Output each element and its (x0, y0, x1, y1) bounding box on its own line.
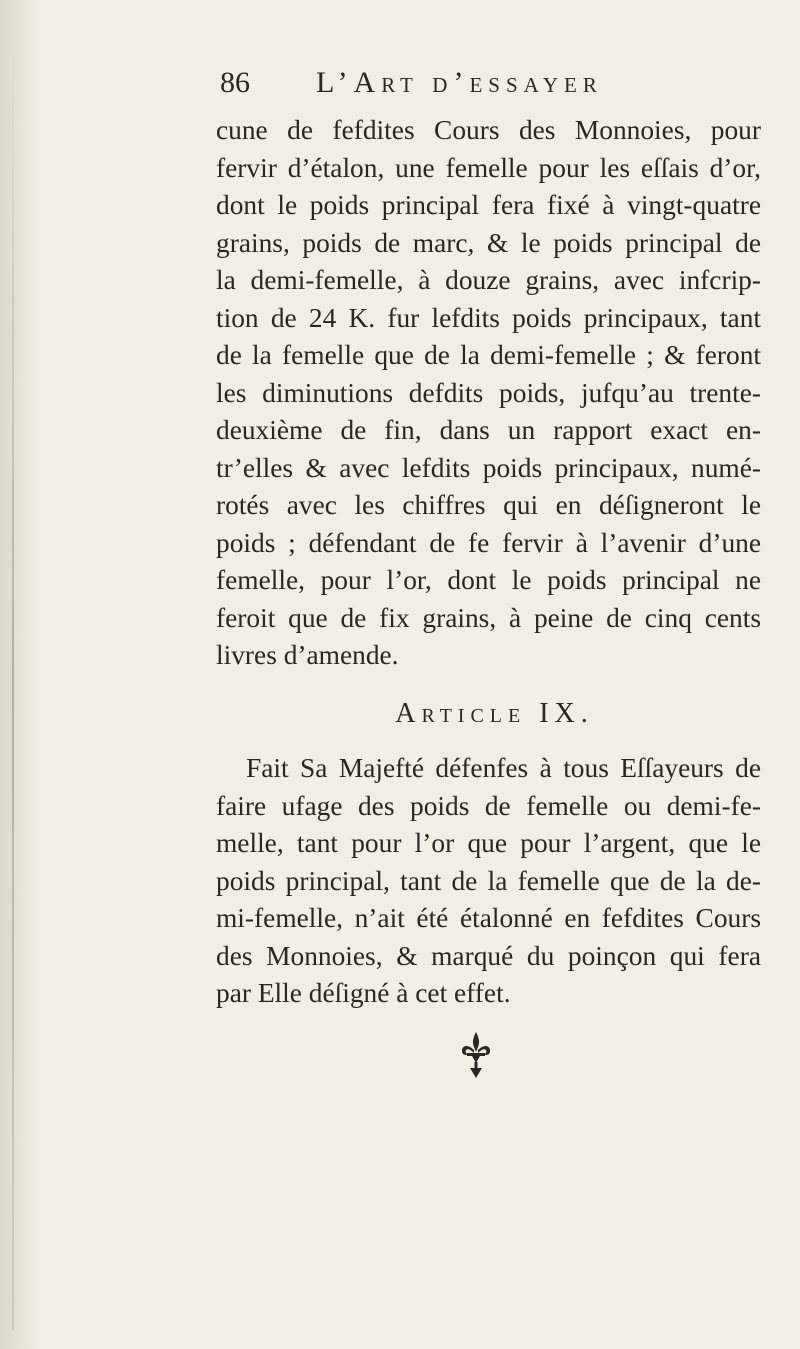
binding-gutter (12, 40, 14, 1330)
text-line: rotés avec les chiffres qui en déſigneront le (216, 490, 761, 520)
running-head: L’Art d’essayer (316, 66, 603, 99)
page-header (220, 66, 740, 106)
text-line: mi-femelle, n’ait été étalonné en fefdites Cours (216, 903, 761, 933)
page-number: 86 (220, 66, 250, 99)
text-line: melle, tant pour l’or que pour l’argent, que le (216, 828, 761, 858)
text-line: deuxième de fin, dans un rapport exact en- (216, 415, 761, 445)
article-heading: Article IX. (395, 697, 594, 729)
text-line: cune de fefdites Cours des Monnoies, pour (216, 115, 761, 145)
text-line: les diminutions defdits poids, jufqu’au trente- (216, 377, 761, 408)
text-line: tion de 24 K. fur lefdits poids principaux, tant (216, 302, 761, 333)
text-line: dont le poids principal fera fixé à vingt-quatre (216, 190, 761, 220)
text-line: la demi-femelle, à douze grains, avec infcrip- (216, 265, 761, 295)
paragraph-1 (216, 112, 761, 675)
text-line: tr’elles & avec lefdits poids principaux, numé- (216, 452, 761, 483)
text-line: poids principal, tant de la femelle que de la de- (216, 865, 761, 896)
fleur-de-lis-icon (458, 1030, 494, 1080)
text-line: Fait Sa Majefté défenfes à tous Eſſayeurs de (246, 753, 761, 783)
text-line: grains, poids de marc, & le poids principal de (216, 227, 761, 258)
text-line: de la femelle que de la demi-femelle ; & feront (216, 340, 761, 370)
text-line: faire ufage des poids de femelle ou demi-fe- (216, 790, 761, 821)
text-line: femelle, pour l’or, dont le poids principal ne (216, 565, 761, 595)
text-line: par Elle déſigné à cet effet. (216, 978, 511, 1008)
text-line: fervir d’étalon, une femelle pour les eſſais d’or, (216, 152, 761, 183)
text-line: des Monnoies, & marqué du poinçon qui fera (216, 940, 761, 971)
paragraph-2 (216, 750, 761, 1013)
text-line: feroit que de fix grains, à peine de cinq cents (216, 602, 761, 633)
text-line: livres d’amende. (216, 640, 399, 670)
text-line: poids ; défendant de fe fervir à l’avenir d’une (216, 527, 761, 558)
body-text (216, 112, 761, 1013)
